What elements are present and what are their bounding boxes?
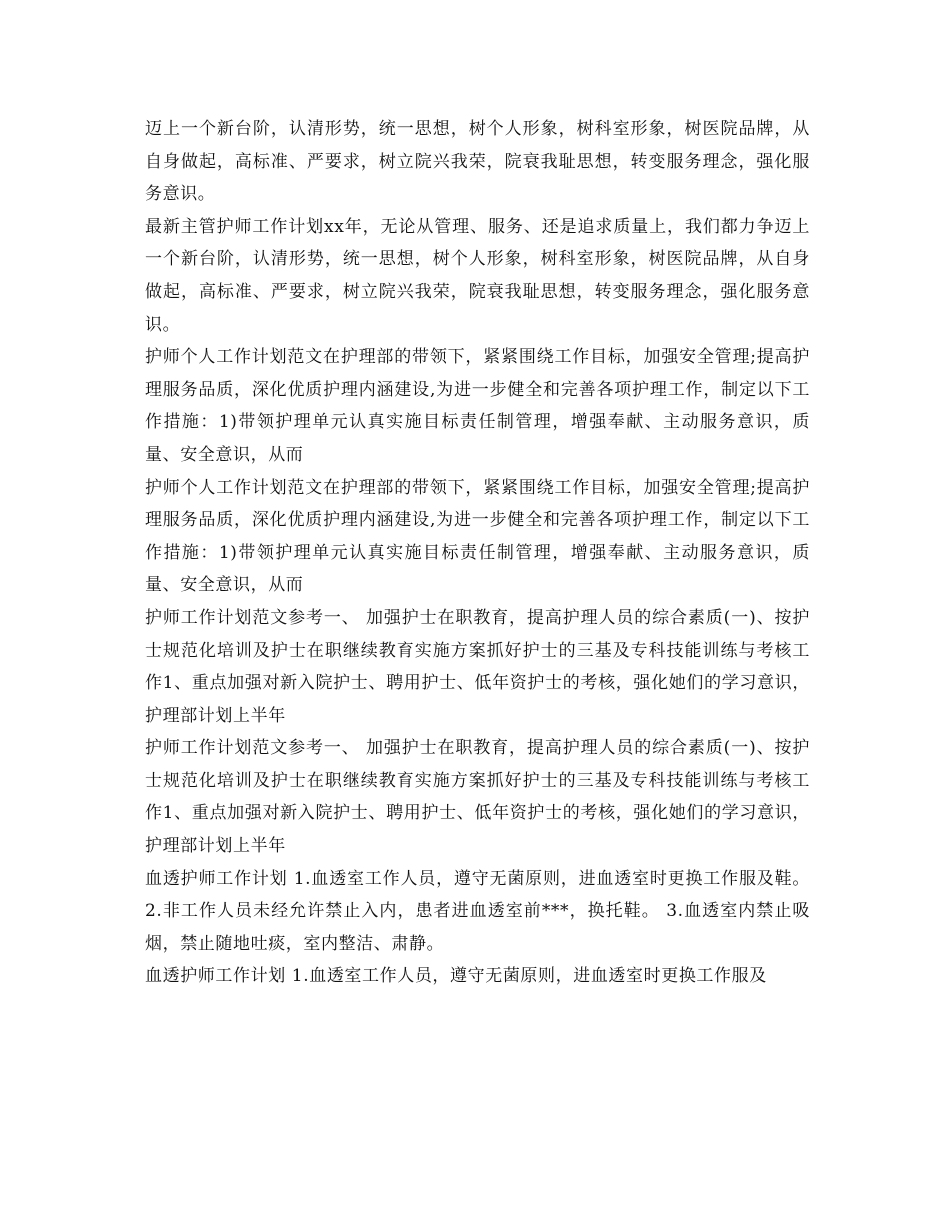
paragraph: 护师个人工作计划范文在护理部的带领下，紧紧围绕工作目标，加强安全管理;提高护理服务品质，深化优质护理内涵建设,为进一步健全和完善各项护理工作，制定以下工作措施：1)带领护理单元认真实施目标责任制管理，增强奉献、主动服务意识，质量、安全意识，从而: [145, 477, 810, 596]
document-body: [145, 113, 810, 993]
paragraph: 护师个人工作计划范文在护理部的带领下，紧紧围绕工作目标，加强安全管理;提高护理服务品质，深化优质护理内涵建设,为进一步健全和完善各项护理工作，制定以下工作措施：1)带领护理单元认真实施目标责任制管理，增强奉献、主动服务意识，质量、安全意识，从而: [145, 347, 810, 465]
paragraph: 迈上一个新台阶，认清形势，统一思想，树个人形象，树科室形象，树医院品牌，从自身做起，高标准、严要求，树立院兴我荣，院衰我耻思想，转变服务理念，强化服务意识。: [145, 119, 810, 205]
paragraph: 护师工作计划范文参考一、 加强护士在职教育，提高护理人员的综合素质(一)、按护士规范化培训及护士在职继续教育实施方案抓好护士的三基及专科技能训练与考核工作1、重点加强对新入院护士、聘用护士、低年资护士的考核，强化她们的学习意识，护理部计划上半年: [145, 738, 810, 857]
paragraph: 最新主管护师工作计划xx年，无论从管理、服务、还是追求质量上，我们都力争迈上一个新台阶，认清形势，统一思想，树个人形象，树科室形象，树医院品牌，从自身做起，高标准、严要求，树立院兴我荣，院衰我耻思想，转变服务理念，强化服务意识。: [145, 216, 810, 335]
paragraph: 血透护师工作计划 1.血透室工作人员，遵守无菌原则，进血透室时更换工作服及: [145, 966, 767, 987]
paragraph: 护师工作计划范文参考一、 加强护士在职教育，提高护理人员的综合素质(一)、按护士规范化培训及护士在职继续教育实施方案抓好护士的三基及专科技能训练与考核工作1、重点加强对新入院护士、聘用护士、低年资护士的考核，强化她们的学习意识，护理部计划上半年: [145, 607, 810, 726]
paragraph: 血透护师工作计划 1.血透室工作人员，遵守无菌原则，进血透室时更换工作服及鞋。 2.非工作人员未经允许禁止入内，患者进血透室前***，换托鞋。 3.血透室内禁止吸烟，禁止随地吐痰，室内整洁、肃静。: [145, 868, 810, 954]
